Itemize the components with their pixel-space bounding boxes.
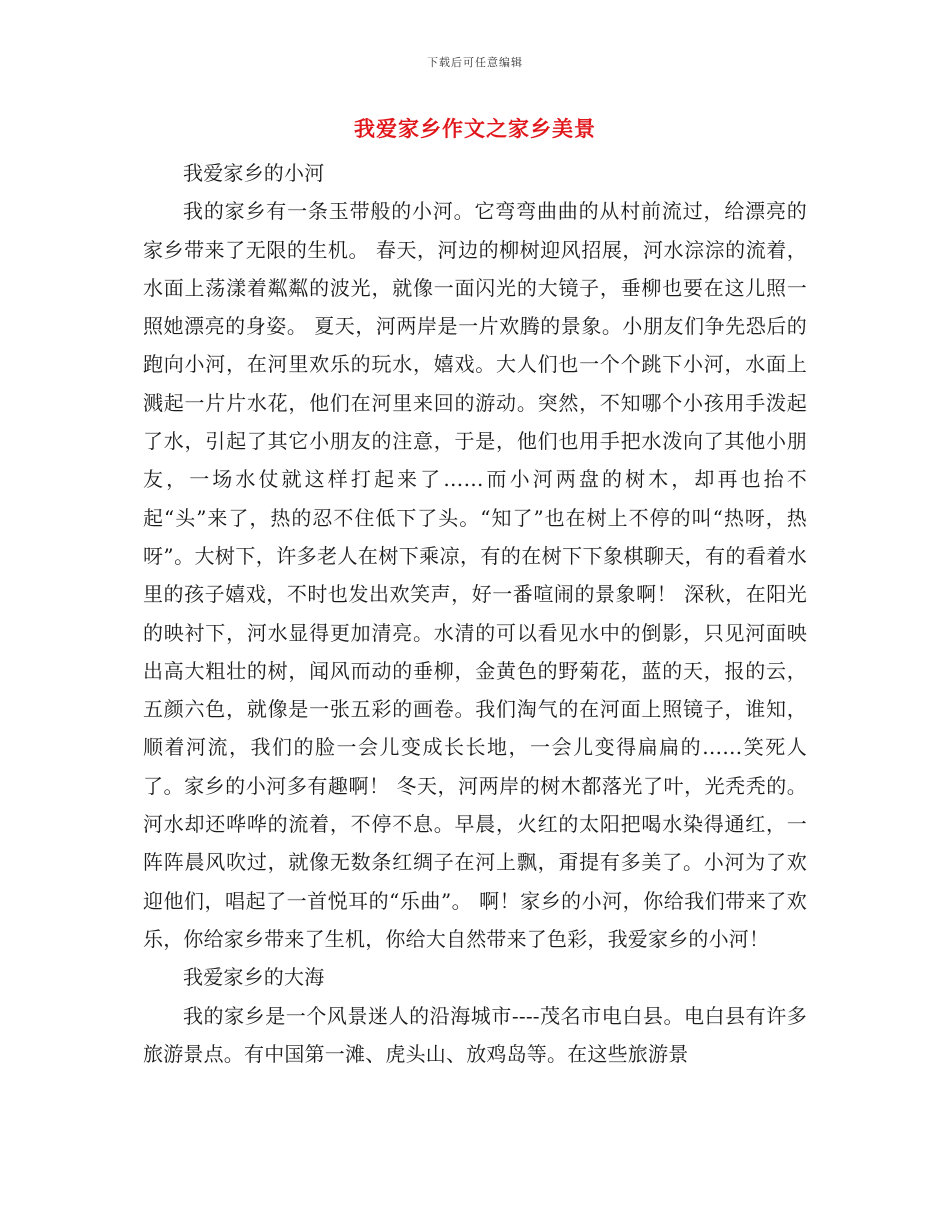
paragraph-river: 我的家乡有一条玉带般的小河。它弯弯曲曲的从村前流过，给漂亮的家乡带来了无限的生机。 春天，河边的柳树迎风招展，河水淙淙的流着，水面上荡漾着粼粼的波光，就像一面闪光的大镜子，垂柳也要在这儿照一照她漂亮的身姿。 夏天，河两岸是一片欢腾的景象。小朋友们争先恐后的跑向小河，在河里欢乐的玩水，嬉戏。大人们也一个个跳下小河，水面上溅起一片片水花，他们在河里来回的游动。突然，不知哪个小孩用手泼起了水，引起了其它小朋友的注意，于是，他们也用手把水泼向了其他小朋友，一场水仗就这样打起来了……而小河两盘的树木，却再也抬不起“头”来了，热的忍不住低下了头。“知了”也在树上不停的叫“热呀，热呀”。大树下，许多老人在树下乘凉，有的在树下下象棋聊天，有的看着水里的孩子嬉戏，不时也发出欢笑声，好一番喧闹的景象啊！ 深秋，在阳光的映衬下，河水显得更加清亮。水清的可以看见水中的倒影，只见河面映出高大粗壮的树，闻风而动的垂柳，金黄色的野菊花，蓝的天，报的云，五颜六色，就像是一张五彩的画卷。我们淘气的在河面上照镜子，谁知，顺着河流，我们的脸一会儿变成长长地，一会儿变得扁扁的……笑死人了。家乡的小河多有趣啊！ 冬天，河两岸的树木都落光了叶，光秃秃的。河水却还哗哗的流着，不停不息。早晨，火红的太阳把喝水染得通红，一阵阵晨风吹过，就像无数条红绸子在河上飘，甭提有多美了。小河为了欢迎他们，唱起了一首悦耳的“乐曲”。 啊！家乡的小河，你给我们带来了欢乐，你给家乡带来了生机，你给大自然带来了色彩，我爱家乡的小河！ — [143, 199, 807, 951]
section-heading-river: 我爱家乡的小河 — [183, 161, 325, 185]
document-body — [143, 154, 807, 1073]
page-header-note: 下载后可任意编辑 — [427, 56, 523, 69]
section-heading-sea: 我爱家乡的大海 — [183, 965, 325, 990]
paragraph-sea: 我的家乡是一个风景迷人的沿海城市----茂名市电白县。电白县有许多旅游景点。有中国第一滩、虎头山、放鸡岛等。在这些旅游景 — [143, 1003, 807, 1066]
document-title: 我爱家乡作文之家乡美景 — [354, 117, 596, 141]
